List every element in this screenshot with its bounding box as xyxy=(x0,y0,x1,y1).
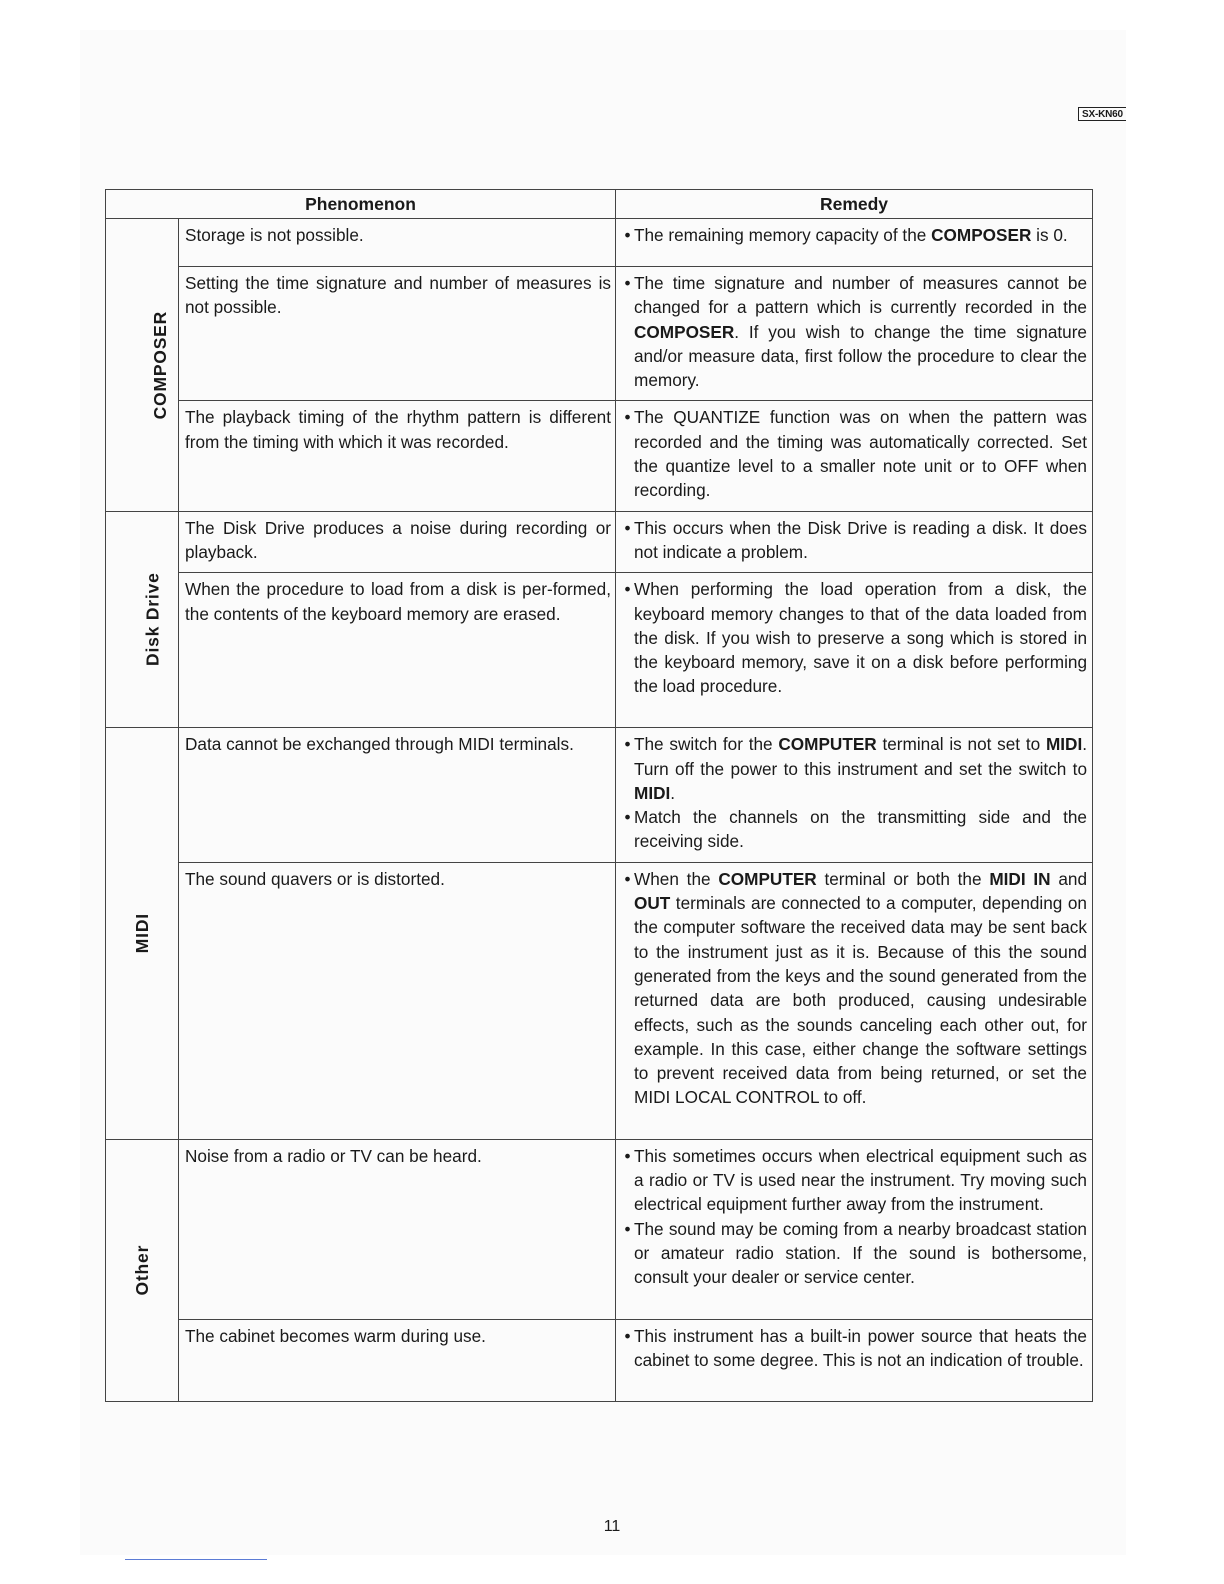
remedy-segment: . Turn off the power to this instrument and set the switch to xyxy=(634,734,1087,779)
remedy-segment: This instrument has a built-in power source that heats the cabinet to some degree. This is not an indication of trouble. xyxy=(634,1325,1087,1371)
category-label: MIDI xyxy=(131,913,152,954)
phenomenon-cell: The cabinet becomes warm during use. xyxy=(179,1319,616,1401)
remedy-cell xyxy=(616,267,1093,401)
phenomenon-cell: Setting the time signature and number of measures is not possible. xyxy=(179,267,616,401)
remedy-segment: This occurs when the Disk Drive is reading a disk. It does not indicate a problem. xyxy=(634,517,1087,562)
table-row xyxy=(106,1139,1093,1319)
bullet-icon: • xyxy=(624,1218,631,1239)
category-cell xyxy=(106,1139,179,1401)
bullet-icon: • xyxy=(624,734,631,755)
remedy-segment: . xyxy=(670,782,676,803)
table-row xyxy=(106,862,1093,1139)
remedy-cell xyxy=(616,728,1093,862)
remedy-segment: The remaining memory capacity of the xyxy=(634,225,932,245)
remedy-segment: Match the channels on the transmitting side and the receiving side. xyxy=(634,807,1087,852)
phenomenon-cell: The Disk Drive produces a noise during recording or playback. xyxy=(179,511,616,573)
category-cell xyxy=(106,511,179,728)
table-row xyxy=(106,573,1093,728)
remedy-bullet xyxy=(621,577,1087,698)
remedy-text xyxy=(634,1324,1087,1373)
remedy-bullet xyxy=(621,1217,1087,1290)
category-label: COMPOSER xyxy=(150,310,171,420)
remedy-segment: terminal is not set to xyxy=(876,734,1046,755)
remedy-text xyxy=(634,805,1087,854)
remedy-bullet xyxy=(621,405,1087,502)
remedy-emphasis: COMPUTER xyxy=(778,734,877,755)
bullet-icon: • xyxy=(624,807,631,828)
remedy-text xyxy=(634,867,1087,1110)
remedy-bullet xyxy=(621,516,1087,565)
remedy-segment: The switch for the xyxy=(634,734,779,755)
remedy-bullet xyxy=(621,867,1087,1110)
remedy-emphasis: COMPOSER xyxy=(634,321,735,342)
remedy-emphasis: MIDI xyxy=(634,782,671,803)
remedy-segment: The time signature and number of measures cannot be changed for a pattern which is currently recorded in the xyxy=(634,273,1087,318)
remedy-emphasis: OUT xyxy=(634,893,671,914)
remedy-bullet xyxy=(621,805,1087,854)
remedy-cell xyxy=(616,401,1093,511)
remedy-emphasis: MIDI IN xyxy=(989,868,1051,889)
remedy-bullet xyxy=(621,271,1087,392)
table-row xyxy=(106,1319,1093,1401)
bullet-icon: • xyxy=(624,517,631,538)
remedy-bullet xyxy=(621,1324,1087,1373)
remedy-text xyxy=(634,1217,1087,1290)
remedy-text xyxy=(634,405,1087,502)
remedy-segment: and xyxy=(1050,868,1088,889)
remedy-segment: This sometimes occurs when electrical equipment such as a radio or TV is used near the instrument. Try moving such electrical equipment further away from the instrument. xyxy=(634,1145,1087,1215)
bullet-icon: • xyxy=(624,1145,631,1166)
remedy-text xyxy=(634,223,1087,247)
phenomenon-cell: Storage is not possible. xyxy=(179,219,616,267)
phenomenon-cell: When the procedure to load from a disk is per-formed, the contents of the keyboard memory are erased. xyxy=(179,573,616,728)
phenomenon-cell: The sound quavers or is distorted. xyxy=(179,862,616,1139)
remedy-emphasis: MIDI xyxy=(1045,734,1083,755)
category-label: Other xyxy=(131,1244,152,1296)
bullet-icon: • xyxy=(624,868,631,889)
remedy-text xyxy=(634,577,1087,698)
remedy-segment: When performing the load operation from a disk, the keyboard memory changes to that of the data loaded from the disk. If you wish to preserve a song which is stored in the keyboard memory, save it on a disk before performing the load procedure. xyxy=(634,579,1087,697)
remedy-cell xyxy=(616,573,1093,728)
remedy-segment: terminals are connected to a computer, depending on the computer software the received data may be sent back to the instrument just as it is. Because of this the sound generated from the keys and the sound generated from the returned data are both produced, causing undesirable effects, such as the sounds canceling each other out, for example. In this case, either change the software settings to prevent received data from being returned, or set the MIDI LOCAL CONTROL to off. xyxy=(634,893,1087,1108)
phenomenon-cell: Data cannot be exchanged through MIDI terminals. xyxy=(179,728,616,862)
remedy-segment: is 0. xyxy=(1031,225,1068,245)
remedy-text xyxy=(634,732,1087,805)
remedy-emphasis: COMPUTER xyxy=(718,868,817,889)
table-header-row xyxy=(106,190,1093,219)
remedy-cell xyxy=(616,862,1093,1139)
remedy-bullet xyxy=(621,223,1087,247)
table-row xyxy=(106,219,1093,267)
remedy-cell xyxy=(616,1319,1093,1401)
category-cell xyxy=(106,728,179,1139)
remedy-text xyxy=(634,1144,1087,1217)
bullet-icon: • xyxy=(624,407,631,428)
remedy-text xyxy=(634,516,1087,565)
phenomenon-cell: The playback timing of the rhythm pattern is different from the timing with which it was recorded. xyxy=(179,401,616,511)
footer-divider xyxy=(125,1559,267,1560)
model-badge: SX-KN60 xyxy=(1078,107,1126,121)
bullet-icon: • xyxy=(624,1325,631,1346)
column-header-phenomenon: Phenomenon xyxy=(106,190,616,219)
remedy-segment: The QUANTIZE function was on when the pattern was recorded and the timing was automatically corrected. Set the quantize level to a smaller note unit or to OFF when recording. xyxy=(634,407,1087,501)
table-row xyxy=(106,728,1093,862)
remedy-cell xyxy=(616,219,1093,267)
remedy-segment: When the xyxy=(634,868,719,889)
bullet-icon: • xyxy=(624,273,631,293)
remedy-emphasis: COMPOSER xyxy=(931,225,1032,245)
bullet-icon: • xyxy=(624,579,631,600)
bullet-icon: • xyxy=(624,225,631,245)
remedy-bullet xyxy=(621,1144,1087,1217)
remedy-cell xyxy=(616,511,1093,573)
remedy-bullet xyxy=(621,732,1087,805)
remedy-segment: terminal or both the xyxy=(816,868,990,889)
remedy-segment: . If you wish to change the time signature and/or measure data, first follow the procedure to clear the memory. xyxy=(634,321,1087,391)
page-number: 11 xyxy=(603,1518,621,1535)
table-row xyxy=(106,511,1093,573)
remedy-cell xyxy=(616,1139,1093,1319)
troubleshooting-table xyxy=(105,189,1093,1402)
category-cell xyxy=(106,219,179,512)
remedy-segment: The sound may be coming from a nearby broadcast station or amateur radio station. If the sound is bothersome, consult your dealer or service center. xyxy=(634,1218,1087,1288)
category-label: Disk Drive xyxy=(142,572,163,667)
phenomenon-cell: Noise from a radio or TV can be heard. xyxy=(179,1139,616,1319)
table-row xyxy=(106,267,1093,401)
remedy-text xyxy=(634,271,1087,392)
column-header-remedy: Remedy xyxy=(616,190,1093,219)
table-row xyxy=(106,401,1093,511)
